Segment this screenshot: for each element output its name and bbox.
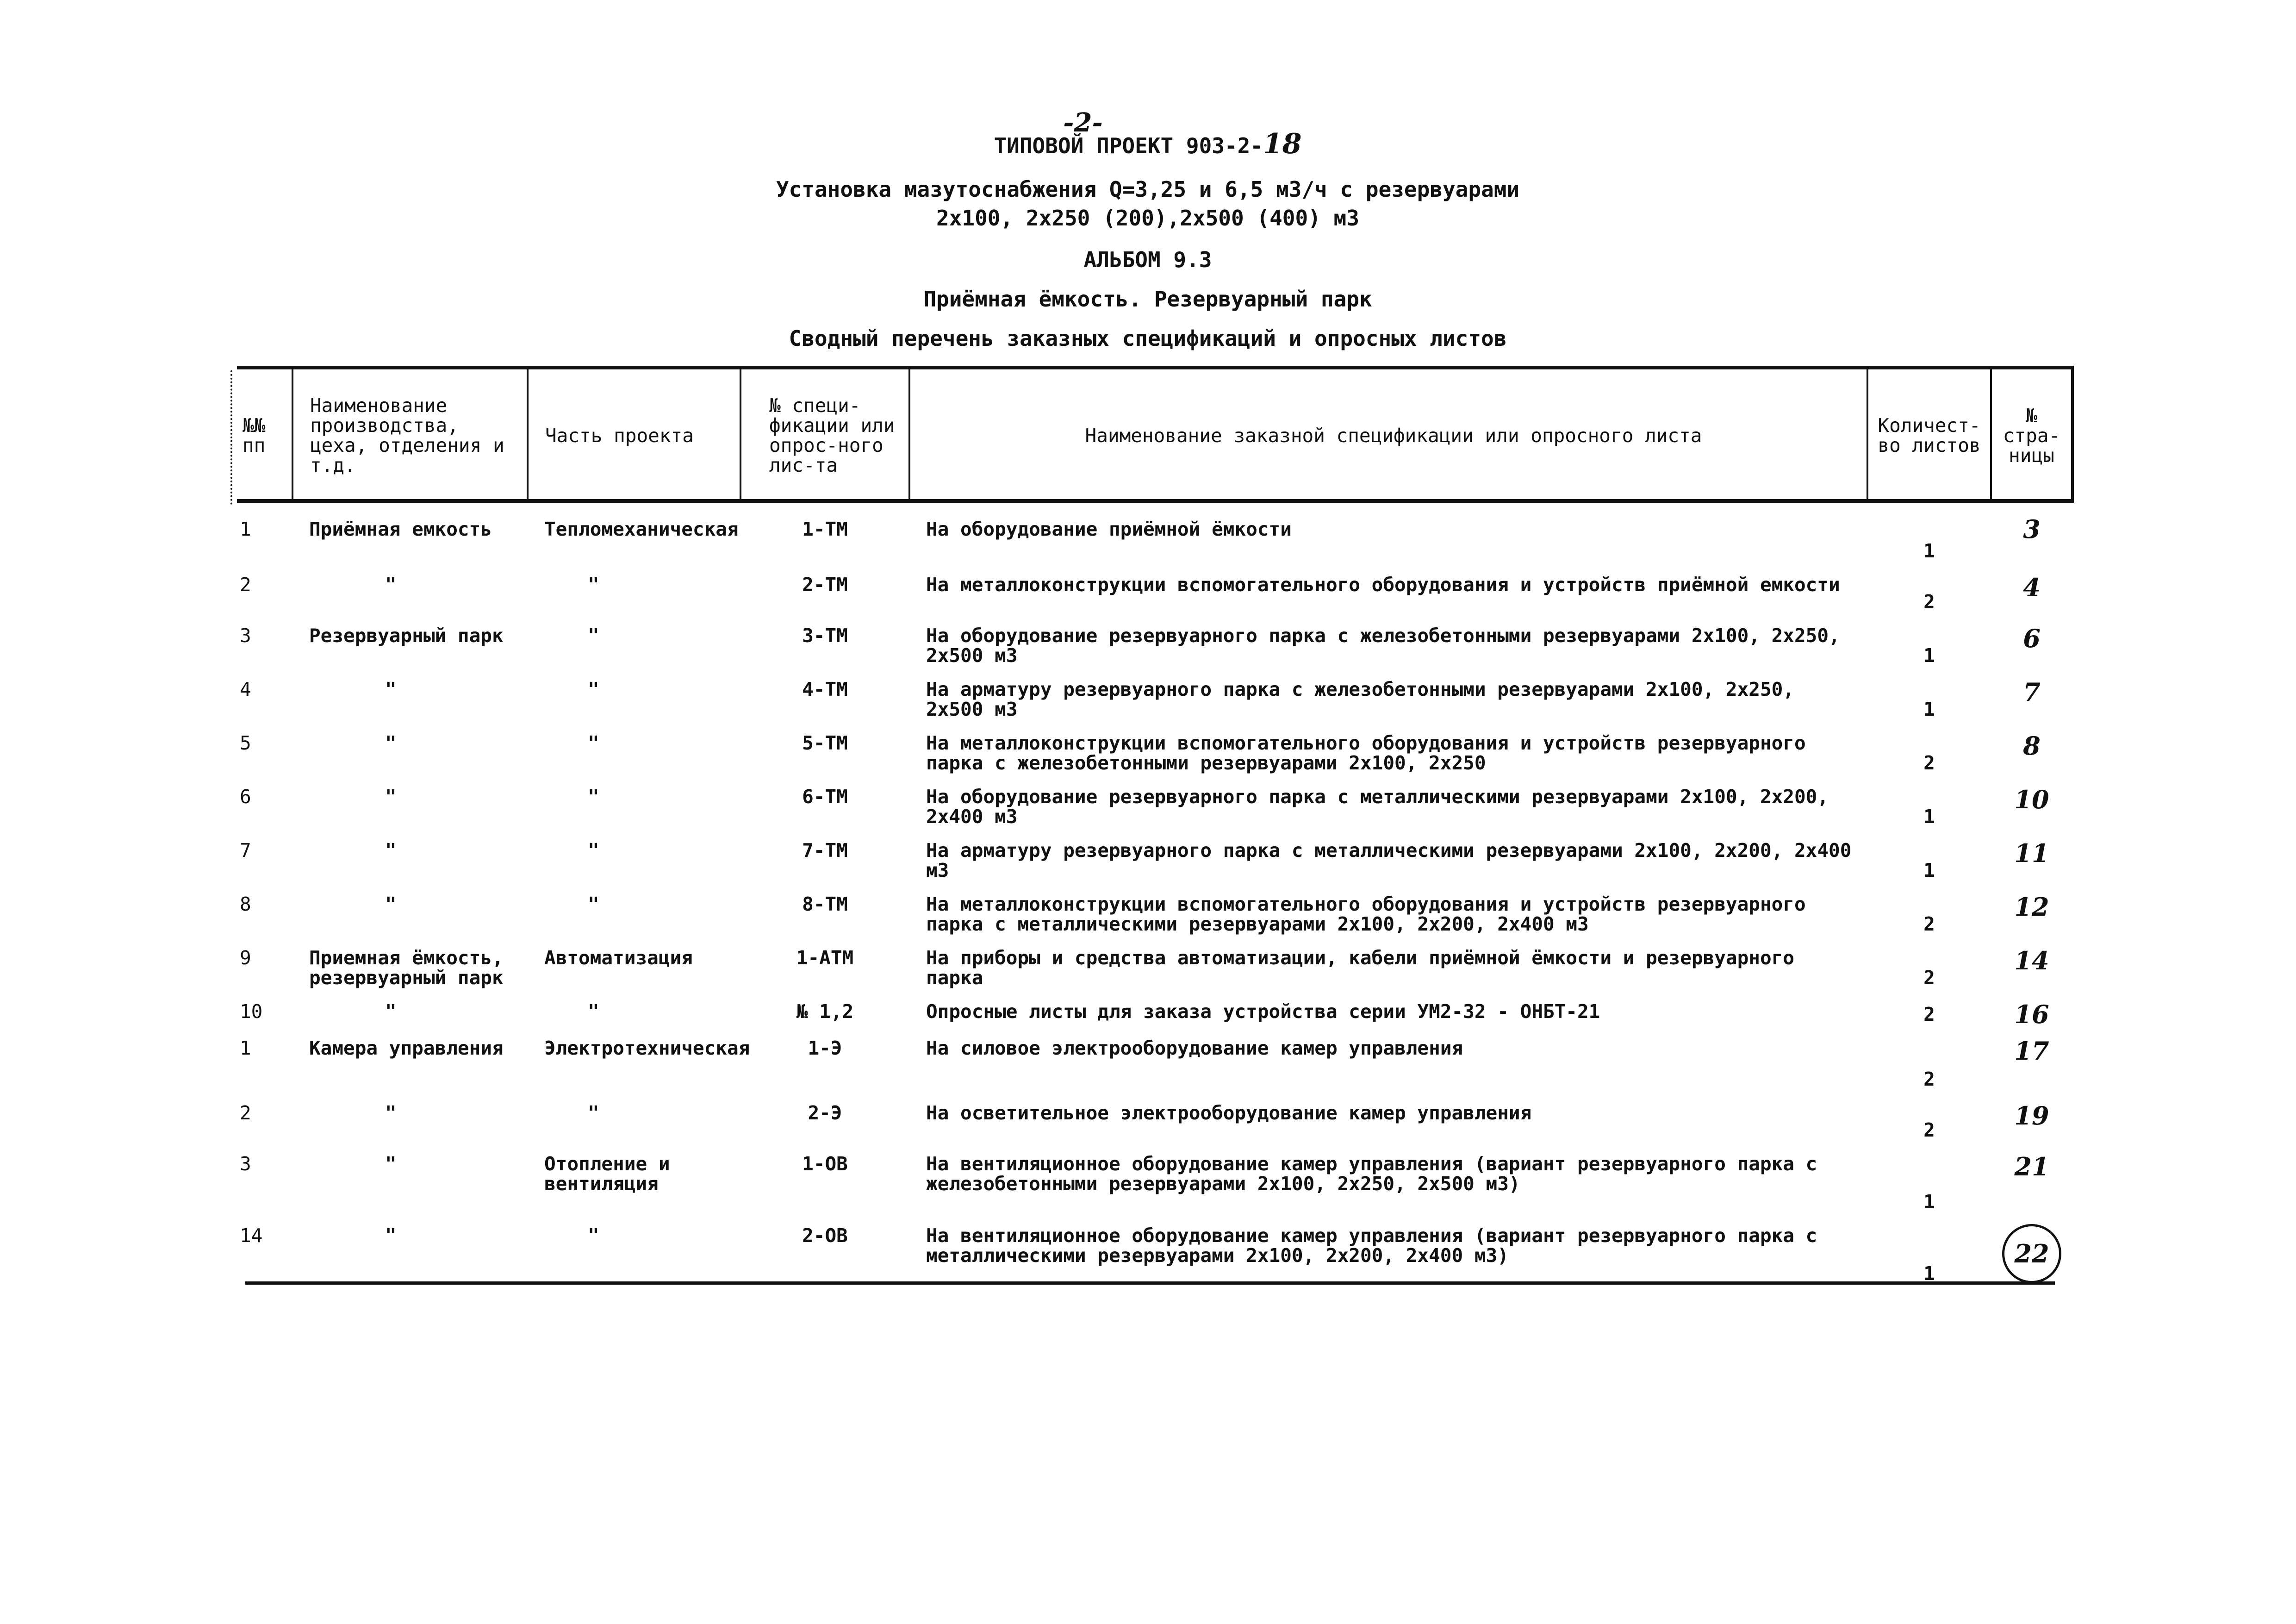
row-num: 1 xyxy=(240,518,251,540)
header-num: №№ пп xyxy=(237,368,292,501)
row-spec: 3-ТМ xyxy=(802,625,848,647)
row-sheets: 2 xyxy=(1923,752,1935,774)
row-sheets: 1 xyxy=(1923,1262,1935,1285)
page-number: -2- xyxy=(1063,107,1103,138)
table-header-row xyxy=(237,368,2072,501)
row-sheets: 1 xyxy=(1923,1191,1935,1213)
title-line-1: Установка мазутоснабжения Q=3,25 и 6,5 м3/ч с резервуарами xyxy=(776,177,1520,202)
row-name: На металлоконструкции вспомогательного оборудования и устройств резервуарного парка с металлическими резервуарами 2х100, 2х200, 2х400 м3 xyxy=(926,893,1806,935)
table-row xyxy=(237,1024,2072,1089)
row-spec: № 1,2 xyxy=(796,1000,854,1023)
row-spec: 6-ТМ xyxy=(802,786,848,808)
row-num: 2 xyxy=(240,574,251,596)
row-spec: 7-ТМ xyxy=(802,839,848,862)
row-spec: 1-Э xyxy=(808,1037,842,1059)
row-production: Камера управления xyxy=(309,1037,504,1059)
row-spec: 1-АТМ xyxy=(796,947,854,969)
table-row xyxy=(237,1089,2072,1140)
table-row xyxy=(237,666,2072,719)
row-production: " xyxy=(385,786,397,808)
project-header xyxy=(509,130,1786,160)
row-part: " xyxy=(588,678,599,700)
row-part: " xyxy=(588,786,599,808)
row-spec: 8-ТМ xyxy=(802,893,848,915)
specifications-table xyxy=(237,366,2074,1284)
row-sheets: 1 xyxy=(1923,859,1935,881)
row-num: 14 xyxy=(240,1224,263,1247)
row-page: 4 xyxy=(2023,573,2041,602)
row-num: 8 xyxy=(240,893,251,915)
row-page: 11 xyxy=(2014,838,2049,868)
row-part: " xyxy=(588,1000,599,1023)
row-name: Опросные листы для заказа устройства серии УМ2-32 - ОНБТ-21 xyxy=(926,1000,1600,1023)
row-name: На силовое электрооборудование камер управления xyxy=(926,1037,1463,1059)
bottom-rule xyxy=(245,1281,2055,1285)
header-spec: № специ-фикации или опрос-ного лис-та xyxy=(740,368,909,501)
row-sheets: 2 xyxy=(1923,1119,1935,1141)
table-row xyxy=(237,719,2072,773)
row-production: " xyxy=(385,1224,397,1247)
row-name: На вентиляционное оборудование камер управления (вариант резервуарного парка с железобетонными резервуарами 2х100, 2х250, 2х500 м3) xyxy=(926,1153,1817,1195)
row-part: " xyxy=(588,839,599,862)
row-page: 6 xyxy=(2023,624,2041,653)
row-page: 14 xyxy=(2014,946,2049,975)
project-number-handwritten: 18 xyxy=(1263,128,1302,160)
table-row xyxy=(237,988,2072,1024)
row-production: " xyxy=(385,1153,397,1175)
title-line-2: 2х100, 2х250 (200),2х500 (400) м3 xyxy=(936,206,1359,231)
header-page: № стра-ницы xyxy=(1991,368,2072,501)
row-page: 8 xyxy=(2023,731,2041,761)
row-production: " xyxy=(385,732,397,754)
table-row xyxy=(237,612,2072,666)
row-num: 6 xyxy=(240,786,251,808)
row-part: Электротехническая xyxy=(544,1037,750,1059)
row-production: " xyxy=(385,574,397,596)
row-part: " xyxy=(588,1102,599,1124)
table-row xyxy=(237,501,2072,561)
header-name: Наименование заказной спецификации или опросного листа xyxy=(909,368,1867,501)
row-num: 5 xyxy=(240,732,251,754)
row-part: " xyxy=(588,893,599,915)
row-part: Отопление и вентиляция xyxy=(544,1153,670,1195)
row-num: 3 xyxy=(240,1153,251,1175)
row-page: 16 xyxy=(2014,999,2049,1029)
header-production: Наименование производства, цеха, отделения и т.д. xyxy=(292,368,528,501)
row-page: 7 xyxy=(2023,677,2041,707)
row-num: 1 xyxy=(240,1037,251,1059)
row-name: На оборудование приёмной ёмкости xyxy=(926,518,1292,540)
row-sheets: 2 xyxy=(1923,591,1935,613)
table-row xyxy=(237,1140,2072,1212)
row-page: 12 xyxy=(2014,892,2049,922)
row-sheets: 2 xyxy=(1923,913,1935,935)
row-sheets: 2 xyxy=(1923,1068,1935,1090)
row-name: На вентиляционное оборудование камер управления (вариант резервуарного парка с металлическими резервуарами 2х100, 2х200, 2х400 м3) xyxy=(926,1224,1817,1267)
header-sheets: Количест-во листов xyxy=(1867,368,1991,501)
row-production: Резервуарный парк xyxy=(309,625,504,647)
row-production: Приемная ёмкость, резервуарный парк xyxy=(309,947,504,989)
row-sheets: 2 xyxy=(1923,967,1935,989)
row-num: 7 xyxy=(240,839,251,862)
row-name: На металлоконструкции вспомогательного оборудования и устройств приёмной емкости xyxy=(926,574,1840,596)
row-sheets: 1 xyxy=(1923,540,1935,562)
row-name: На оборудование резервуарного парка с железобетонными резервуарами 2х100, 2х250, 2х500 м3 xyxy=(926,625,1840,667)
row-spec: 2-Э xyxy=(808,1102,842,1124)
table-row xyxy=(237,881,2072,934)
row-sheets: 1 xyxy=(1923,644,1935,667)
row-name: На арматуру резервуарного парка с металлическими резервуарами 2х100, 2х200, 2х400 м3 xyxy=(926,839,1852,881)
section-title: Приёмная ёмкость. Резервуарный парк xyxy=(923,287,1372,312)
row-production: " xyxy=(385,839,397,862)
row-page: 10 xyxy=(2014,785,2049,814)
row-page xyxy=(1991,1212,2072,1284)
row-name: На арматуру резервуарного парка с железобетонными резервуарами 2х100, 2х250, 2х500 м3 xyxy=(926,678,1794,720)
row-part: " xyxy=(588,732,599,754)
table-row xyxy=(237,934,2072,988)
row-name: На осветительное электрооборудование камер управления xyxy=(926,1102,1532,1124)
row-part: Тепломеханическая xyxy=(544,518,739,540)
row-name: На металлоконструкции вспомогательного оборудования и устройств резервуарного парка с железобетонными резервуарами 2х100, 2х250 xyxy=(926,732,1806,774)
row-num: 9 xyxy=(240,947,251,969)
row-spec: 5-ТМ xyxy=(802,732,848,754)
row-page: 19 xyxy=(2014,1101,2049,1131)
row-num: 10 xyxy=(240,1000,263,1023)
row-part: " xyxy=(588,574,599,596)
row-spec: 2-ОВ xyxy=(802,1224,848,1247)
row-part: Автоматизация xyxy=(544,947,693,969)
header-part: Часть проекта xyxy=(528,368,740,501)
row-page: 17 xyxy=(2014,1036,2049,1066)
row-spec: 2-ТМ xyxy=(802,574,848,596)
row-production: Приёмная емкость xyxy=(309,518,492,540)
row-production: " xyxy=(385,1000,397,1023)
project-number: ТИПОВОЙ ПРОЕКТ 903-2- xyxy=(994,133,1263,158)
row-name: На оборудование резервуарного парка с металлическими резервуарами 2х100, 2х200, 2х400 м3 xyxy=(926,786,1829,828)
row-spec: 4-ТМ xyxy=(802,678,848,700)
row-sheets: 1 xyxy=(1923,698,1935,720)
row-sheets: 2 xyxy=(1923,1003,1935,1025)
row-num: 2 xyxy=(240,1102,251,1124)
list-title: Сводный перечень заказных спецификаций и опросных листов xyxy=(789,326,1507,351)
row-name: На приборы и средства автоматизации, кабели приёмной ёмкости и резервуарного парка xyxy=(926,947,1794,989)
row-page: 21 xyxy=(2014,1152,2049,1181)
margin-marks xyxy=(230,370,234,505)
row-production: " xyxy=(385,893,397,915)
table-row xyxy=(237,561,2072,612)
row-part: " xyxy=(588,1224,599,1247)
row-sheets: 1 xyxy=(1923,806,1935,828)
table-row xyxy=(237,1212,2072,1284)
row-num: 4 xyxy=(240,678,251,700)
album-label: АЛЬБОМ 9.3 xyxy=(1083,247,1212,272)
row-page: 3 xyxy=(2023,514,2041,544)
row-production: " xyxy=(385,678,397,700)
table-row xyxy=(237,773,2072,827)
row-num: 3 xyxy=(240,625,251,647)
row-production: " xyxy=(385,1102,397,1124)
row-part: " xyxy=(588,625,599,647)
circled-page-number: 22 xyxy=(2002,1224,2061,1283)
row-spec: 1-ТМ xyxy=(802,518,848,540)
row-spec: 1-ОВ xyxy=(802,1153,848,1175)
table-row xyxy=(237,827,2072,881)
